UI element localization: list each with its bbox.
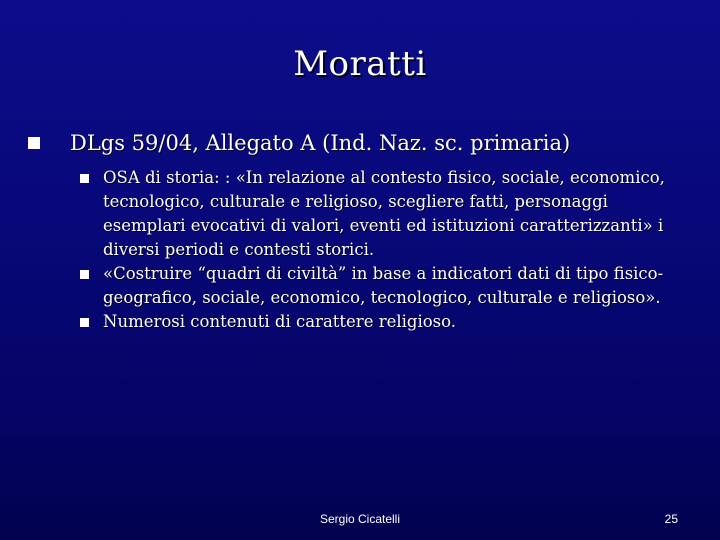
sub-bullet-text: «Costruire “quadri di civiltà” in base a indicatori dati di tipo fisico-geografico, sociale, economico, tecnologico, culturale e religioso». [103,264,664,307]
sub-bullet-list [80,166,680,334]
square-bullet-icon [28,137,40,149]
square-bullet-icon [80,270,89,279]
sub-bullet-item [80,262,680,310]
bullet-text: DLgs 59/04, Allegato A (Ind. Naz. sc. primaria) [70,131,571,155]
sub-bullet-text: Numerosi contenuti di carattere religioso. [103,312,457,331]
footer-author: Sergio Cicatelli [319,512,401,526]
slide-number: 25 [664,512,678,526]
square-bullet-icon [80,318,89,327]
slide-title: Moratti [293,44,427,84]
sub-bullet-item [80,310,680,334]
sub-bullet-item [80,166,680,262]
bullet-item [28,128,708,158]
sub-bullet-text: OSA di storia: : «In relazione al contesto fisico, sociale, economico, tecnologico, culturale e religioso, scegliere fatti, personaggi esemplari evocativi di valori, eventi ed istituzioni caratterizzanti» i diversi periodi e contesti storici. [103,168,665,259]
square-bullet-icon [80,174,89,183]
